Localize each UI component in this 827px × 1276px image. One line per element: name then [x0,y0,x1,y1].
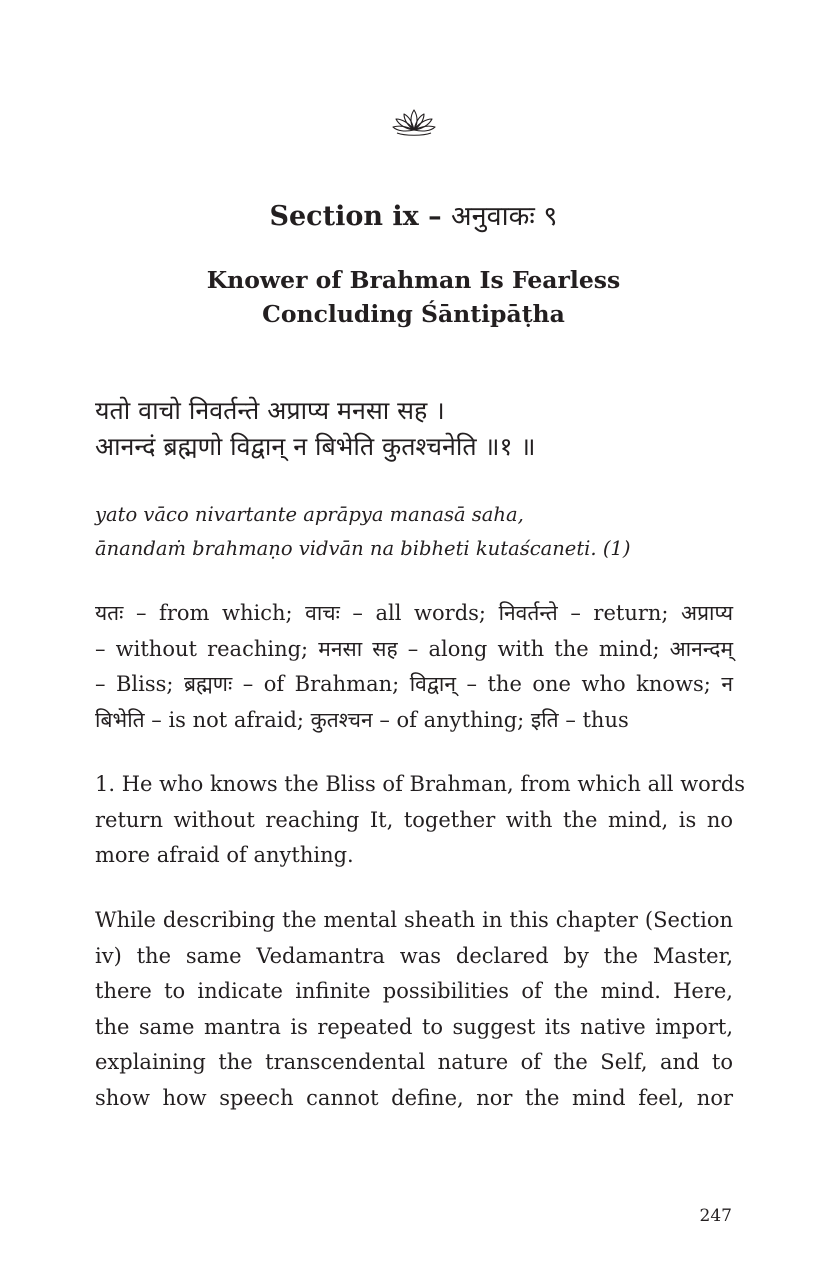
mantra-devanagari-line-2: आनन्दं ब्रह्मणो विद्वान् न बिभेति कुतश्चनेति ॥१ ॥ [95,432,536,461]
chapter-subtitle-line-2: Concluding Śāntipāṭha [262,300,565,328]
chapter-subtitle-line-1: Knower of Brahman Is Fearless [206,266,621,294]
word-gloss-paragraph [95,596,733,738]
commentary-line: iv) the same Vedamantra was declared by the Master, [95,943,733,968]
commentary-line: there to indicate infinite possibilities of the mind. Here, [95,979,733,1003]
section-devanagari: अनुवाकः ९ [451,201,558,232]
section-heading [0,198,827,236]
commentary-line: explaining the transcendental nature of the Self, and to [95,1050,733,1074]
commentary-line: While describing the mental sheath in this chapter (Section [95,908,733,932]
mantra-transliteration-line-2: ānandaṁ brahmaṇo vidvān na bibheti kutaścaneti. (1) [95,537,631,560]
gloss-line: यतः – from which; वाचः – all words; निवर्तन्ते – return; अप्राप्य [95,601,733,625]
lotus-icon [391,106,437,138]
gloss-line: – without reaching; मनसा सह – along with the mind; आनन्दम् [95,636,733,661]
translation-line: return without reaching It, together with the mind, is no [95,807,733,832]
mantra-devanagari-line-1: यतो वाचो निवर्तन्ते अप्राप्य मनसा सह । [95,396,445,425]
gloss-line: बिभेति – is not afraid; कुतश्चन – of anything; इति – thus [95,707,629,732]
translation-paragraph [95,767,746,874]
translation-line: more afraid of anything. [95,843,354,867]
gloss-line: – Bliss; ब्रह्मणः – of Brahman; विद्वान् – the one who knows; न [95,672,733,696]
commentary-paragraph [95,903,733,1116]
section-label: Section ix – [269,201,452,232]
commentary-line: the same mantra is repeated to suggest its native import, [95,1014,733,1039]
page-number: 247 [699,1206,732,1226]
commentary-line: show how speech cannot define, nor the mind feel, nor [95,1085,733,1110]
translation-line: 1. He who knows the Bliss of Brahman, from which all words [95,772,746,796]
mantra-transliteration-line-1: yato vāco nivartante aprāpya manasā saha, [95,503,524,526]
